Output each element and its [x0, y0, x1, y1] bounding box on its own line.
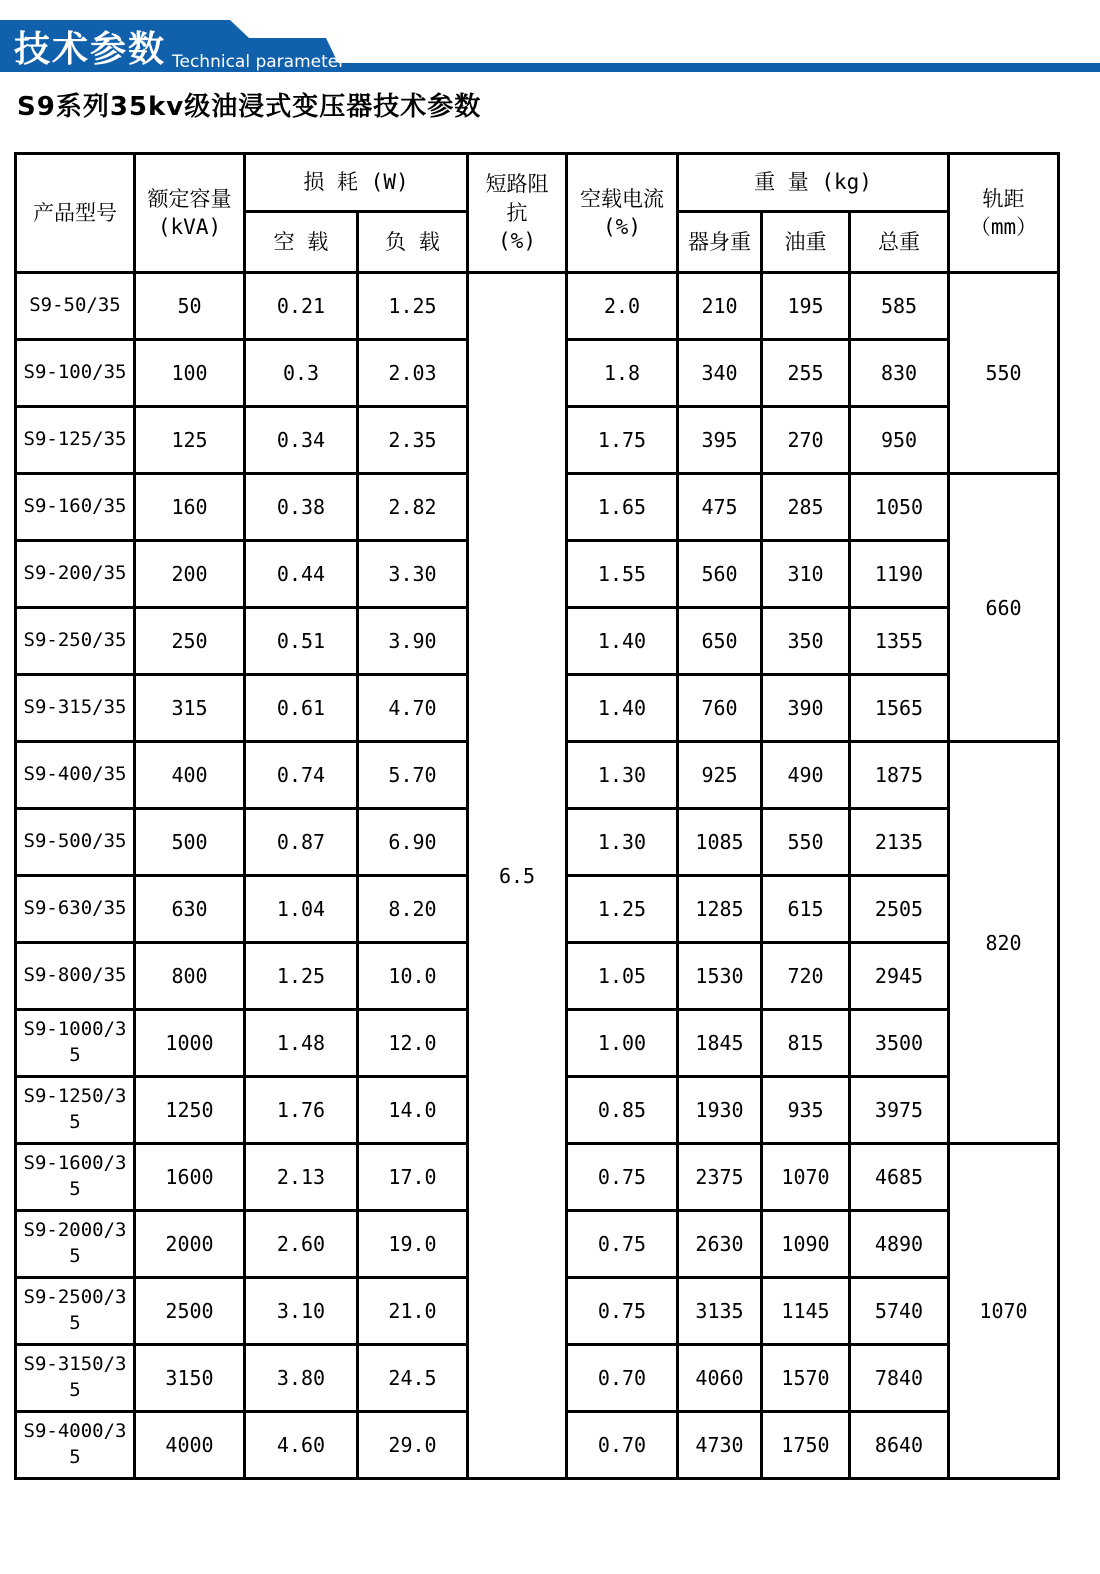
model-cell: S9-1000/35	[16, 1010, 135, 1077]
oil-weight-cell: 195	[762, 273, 850, 340]
col-header-impedance	[468, 154, 567, 273]
total-weight-cell: 3975	[850, 1077, 949, 1144]
no-load-current-cell: 1.30	[567, 809, 678, 876]
model-cell: S9-1250/35	[16, 1077, 135, 1144]
no-load-current-cell: 1.40	[567, 675, 678, 742]
body-weight-cell: 1845	[678, 1010, 762, 1077]
model-cell: S9-100/35	[16, 340, 135, 407]
model-cell: S9-400/35	[16, 742, 135, 809]
body-weight-cell: 340	[678, 340, 762, 407]
col-header-weight-oil: 油重	[762, 212, 850, 273]
capacity-cell: 400	[135, 742, 245, 809]
col-header-loss-no-load: 空 载	[245, 212, 358, 273]
col-header-no-load-current-line2: (%)	[603, 215, 641, 239]
col-header-weight-total: 总重	[850, 212, 949, 273]
total-weight-cell: 5740	[850, 1278, 949, 1345]
no-load-loss-cell: 2.60	[245, 1211, 358, 1278]
no-load-loss-cell: 0.38	[245, 474, 358, 541]
total-weight-cell: 4890	[850, 1211, 949, 1278]
body-weight-cell: 1930	[678, 1077, 762, 1144]
table-row	[16, 273, 1059, 340]
col-header-weight-group: 重 量 (kg)	[678, 154, 949, 212]
banner-title-cn: 技术参数	[14, 29, 167, 70]
col-header-product-model: 产品型号	[16, 154, 135, 273]
body-weight-cell: 1530	[678, 943, 762, 1010]
capacity-cell: 125	[135, 407, 245, 474]
col-header-rated-capacity-line2: (kVA)	[157, 215, 222, 239]
body-weight-cell: 1085	[678, 809, 762, 876]
model-cell: S9-500/35	[16, 809, 135, 876]
oil-weight-cell: 490	[762, 742, 850, 809]
no-load-current-cell: 1.75	[567, 407, 678, 474]
body-weight-cell: 560	[678, 541, 762, 608]
total-weight-cell: 950	[850, 407, 949, 474]
oil-weight-cell: 720	[762, 943, 850, 1010]
banner-title-en: Technical parameter	[172, 52, 346, 72]
load-loss-cell: 10.0	[358, 943, 468, 1010]
model-cell: S9-315/35	[16, 675, 135, 742]
model-cell: S9-125/35	[16, 407, 135, 474]
load-loss-cell: 4.70	[358, 675, 468, 742]
col-header-impedance-line1: 短路阻	[485, 172, 549, 197]
oil-weight-cell: 815	[762, 1010, 850, 1077]
body-weight-cell: 3135	[678, 1278, 762, 1345]
body-weight-cell: 475	[678, 474, 762, 541]
no-load-loss-cell: 0.87	[245, 809, 358, 876]
body-weight-cell: 210	[678, 273, 762, 340]
no-load-loss-cell: 1.48	[245, 1010, 358, 1077]
model-cell: S9-160/35	[16, 474, 135, 541]
col-header-gauge-line2: （mm）	[969, 215, 1038, 239]
load-loss-cell: 29.0	[358, 1412, 468, 1479]
total-weight-cell: 2945	[850, 943, 949, 1010]
body-weight-cell: 395	[678, 407, 762, 474]
no-load-current-cell: 1.25	[567, 876, 678, 943]
oil-weight-cell: 255	[762, 340, 850, 407]
no-load-loss-cell: 4.60	[245, 1412, 358, 1479]
oil-weight-cell: 615	[762, 876, 850, 943]
total-weight-cell: 1875	[850, 742, 949, 809]
capacity-cell: 50	[135, 273, 245, 340]
oil-weight-cell: 310	[762, 541, 850, 608]
total-weight-cell: 1050	[850, 474, 949, 541]
load-loss-cell: 2.35	[358, 407, 468, 474]
model-cell: S9-50/35	[16, 273, 135, 340]
body-weight-cell: 4060	[678, 1345, 762, 1412]
total-weight-cell: 1355	[850, 608, 949, 675]
capacity-cell: 2000	[135, 1211, 245, 1278]
no-load-loss-cell: 1.76	[245, 1077, 358, 1144]
col-header-no-load-current	[567, 154, 678, 273]
total-weight-cell: 2505	[850, 876, 949, 943]
capacity-cell: 800	[135, 943, 245, 1010]
no-load-loss-cell: 2.13	[245, 1144, 358, 1211]
no-load-loss-cell: 0.74	[245, 742, 358, 809]
col-header-loss-group: 损 耗 (W)	[245, 154, 468, 212]
oil-weight-cell: 1090	[762, 1211, 850, 1278]
gauge-cell: 660	[949, 474, 1059, 742]
model-cell: S9-200/35	[16, 541, 135, 608]
no-load-loss-cell: 1.25	[245, 943, 358, 1010]
no-load-loss-cell: 0.34	[245, 407, 358, 474]
oil-weight-cell: 550	[762, 809, 850, 876]
oil-weight-cell: 1750	[762, 1412, 850, 1479]
load-loss-cell: 12.0	[358, 1010, 468, 1077]
oil-weight-cell: 935	[762, 1077, 850, 1144]
no-load-current-cell: 1.30	[567, 742, 678, 809]
model-cell: S9-630/35	[16, 876, 135, 943]
load-loss-cell: 21.0	[358, 1278, 468, 1345]
no-load-current-cell: 0.75	[567, 1211, 678, 1278]
total-weight-cell: 2135	[850, 809, 949, 876]
no-load-current-cell: 1.00	[567, 1010, 678, 1077]
no-load-current-cell: 2.0	[567, 273, 678, 340]
no-load-current-cell: 1.55	[567, 541, 678, 608]
no-load-current-cell: 0.70	[567, 1412, 678, 1479]
total-weight-cell: 1565	[850, 675, 949, 742]
capacity-cell: 1000	[135, 1010, 245, 1077]
load-loss-cell: 1.25	[358, 273, 468, 340]
load-loss-cell: 3.30	[358, 541, 468, 608]
load-loss-cell: 2.03	[358, 340, 468, 407]
capacity-cell: 3150	[135, 1345, 245, 1412]
total-weight-cell: 8640	[850, 1412, 949, 1479]
no-load-current-cell: 0.75	[567, 1278, 678, 1345]
spec-table-header	[16, 154, 1059, 273]
no-load-loss-cell: 3.80	[245, 1345, 358, 1412]
capacity-cell: 160	[135, 474, 245, 541]
model-cell: S9-3150/35	[16, 1345, 135, 1412]
capacity-cell: 1600	[135, 1144, 245, 1211]
body-weight-cell: 925	[678, 742, 762, 809]
oil-weight-cell: 350	[762, 608, 850, 675]
total-weight-cell: 3500	[850, 1010, 949, 1077]
col-header-weight-body: 器身重	[678, 212, 762, 273]
load-loss-cell: 24.5	[358, 1345, 468, 1412]
load-loss-cell: 8.20	[358, 876, 468, 943]
load-loss-cell: 2.82	[358, 474, 468, 541]
no-load-current-cell: 1.05	[567, 943, 678, 1010]
body-weight-cell: 1285	[678, 876, 762, 943]
no-load-loss-cell: 1.04	[245, 876, 358, 943]
no-load-current-cell: 1.8	[567, 340, 678, 407]
col-header-impedance-line2: 抗	[506, 200, 528, 225]
col-header-loss-load: 负 载	[358, 212, 468, 273]
header-row-1	[16, 154, 1059, 212]
capacity-cell: 200	[135, 541, 245, 608]
total-weight-cell: 4685	[850, 1144, 949, 1211]
load-loss-cell: 17.0	[358, 1144, 468, 1211]
model-cell: S9-800/35	[16, 943, 135, 1010]
col-header-impedance-line3: (%)	[498, 229, 536, 254]
body-weight-cell: 2375	[678, 1144, 762, 1211]
no-load-current-cell: 0.75	[567, 1144, 678, 1211]
spec-table-body	[16, 273, 1059, 1479]
gauge-cell: 820	[949, 742, 1059, 1144]
col-header-gauge-line1: 轨距	[982, 186, 1025, 211]
col-header-no-load-current-line1: 空载电流	[580, 186, 664, 211]
model-cell: S9-2000/35	[16, 1211, 135, 1278]
no-load-loss-cell: 3.10	[245, 1278, 358, 1345]
gauge-cell: 1070	[949, 1144, 1059, 1479]
capacity-cell: 2500	[135, 1278, 245, 1345]
body-weight-cell: 2630	[678, 1211, 762, 1278]
oil-weight-cell: 1145	[762, 1278, 850, 1345]
total-weight-cell: 1190	[850, 541, 949, 608]
model-cell: S9-1600/35	[16, 1144, 135, 1211]
capacity-cell: 250	[135, 608, 245, 675]
load-loss-cell: 3.90	[358, 608, 468, 675]
no-load-current-cell: 1.65	[567, 474, 678, 541]
total-weight-cell: 830	[850, 340, 949, 407]
col-header-rated-capacity	[135, 154, 245, 273]
oil-weight-cell: 390	[762, 675, 850, 742]
no-load-loss-cell: 0.51	[245, 608, 358, 675]
oil-weight-cell: 270	[762, 407, 850, 474]
capacity-cell: 100	[135, 340, 245, 407]
body-weight-cell: 650	[678, 608, 762, 675]
load-loss-cell: 5.70	[358, 742, 468, 809]
no-load-current-cell: 1.40	[567, 608, 678, 675]
impedance-cell: 6.5	[468, 273, 567, 1479]
spec-table	[14, 152, 1060, 1480]
oil-weight-cell: 285	[762, 474, 850, 541]
no-load-loss-cell: 0.21	[245, 273, 358, 340]
no-load-loss-cell: 0.61	[245, 675, 358, 742]
capacity-cell: 500	[135, 809, 245, 876]
capacity-cell: 1250	[135, 1077, 245, 1144]
load-loss-cell: 19.0	[358, 1211, 468, 1278]
gauge-cell: 550	[949, 273, 1059, 474]
total-weight-cell: 585	[850, 273, 949, 340]
col-header-gauge	[949, 154, 1059, 273]
no-load-current-cell: 0.85	[567, 1077, 678, 1144]
col-header-rated-capacity-line1: 额定容量	[147, 186, 232, 211]
capacity-cell: 315	[135, 675, 245, 742]
load-loss-cell: 14.0	[358, 1077, 468, 1144]
capacity-cell: 630	[135, 876, 245, 943]
no-load-loss-cell: 0.44	[245, 541, 358, 608]
header-banner	[0, 20, 1100, 72]
oil-weight-cell: 1070	[762, 1144, 850, 1211]
total-weight-cell: 7840	[850, 1345, 949, 1412]
model-cell: S9-2500/35	[16, 1278, 135, 1345]
model-cell: S9-250/35	[16, 608, 135, 675]
no-load-current-cell: 0.70	[567, 1345, 678, 1412]
body-weight-cell: 760	[678, 675, 762, 742]
model-cell: S9-4000/35	[16, 1412, 135, 1479]
capacity-cell: 4000	[135, 1412, 245, 1479]
load-loss-cell: 6.90	[358, 809, 468, 876]
oil-weight-cell: 1570	[762, 1345, 850, 1412]
page-title: S9系列35kv级油浸式变压器技术参数	[17, 92, 482, 122]
no-load-loss-cell: 0.3	[245, 340, 358, 407]
body-weight-cell: 4730	[678, 1412, 762, 1479]
